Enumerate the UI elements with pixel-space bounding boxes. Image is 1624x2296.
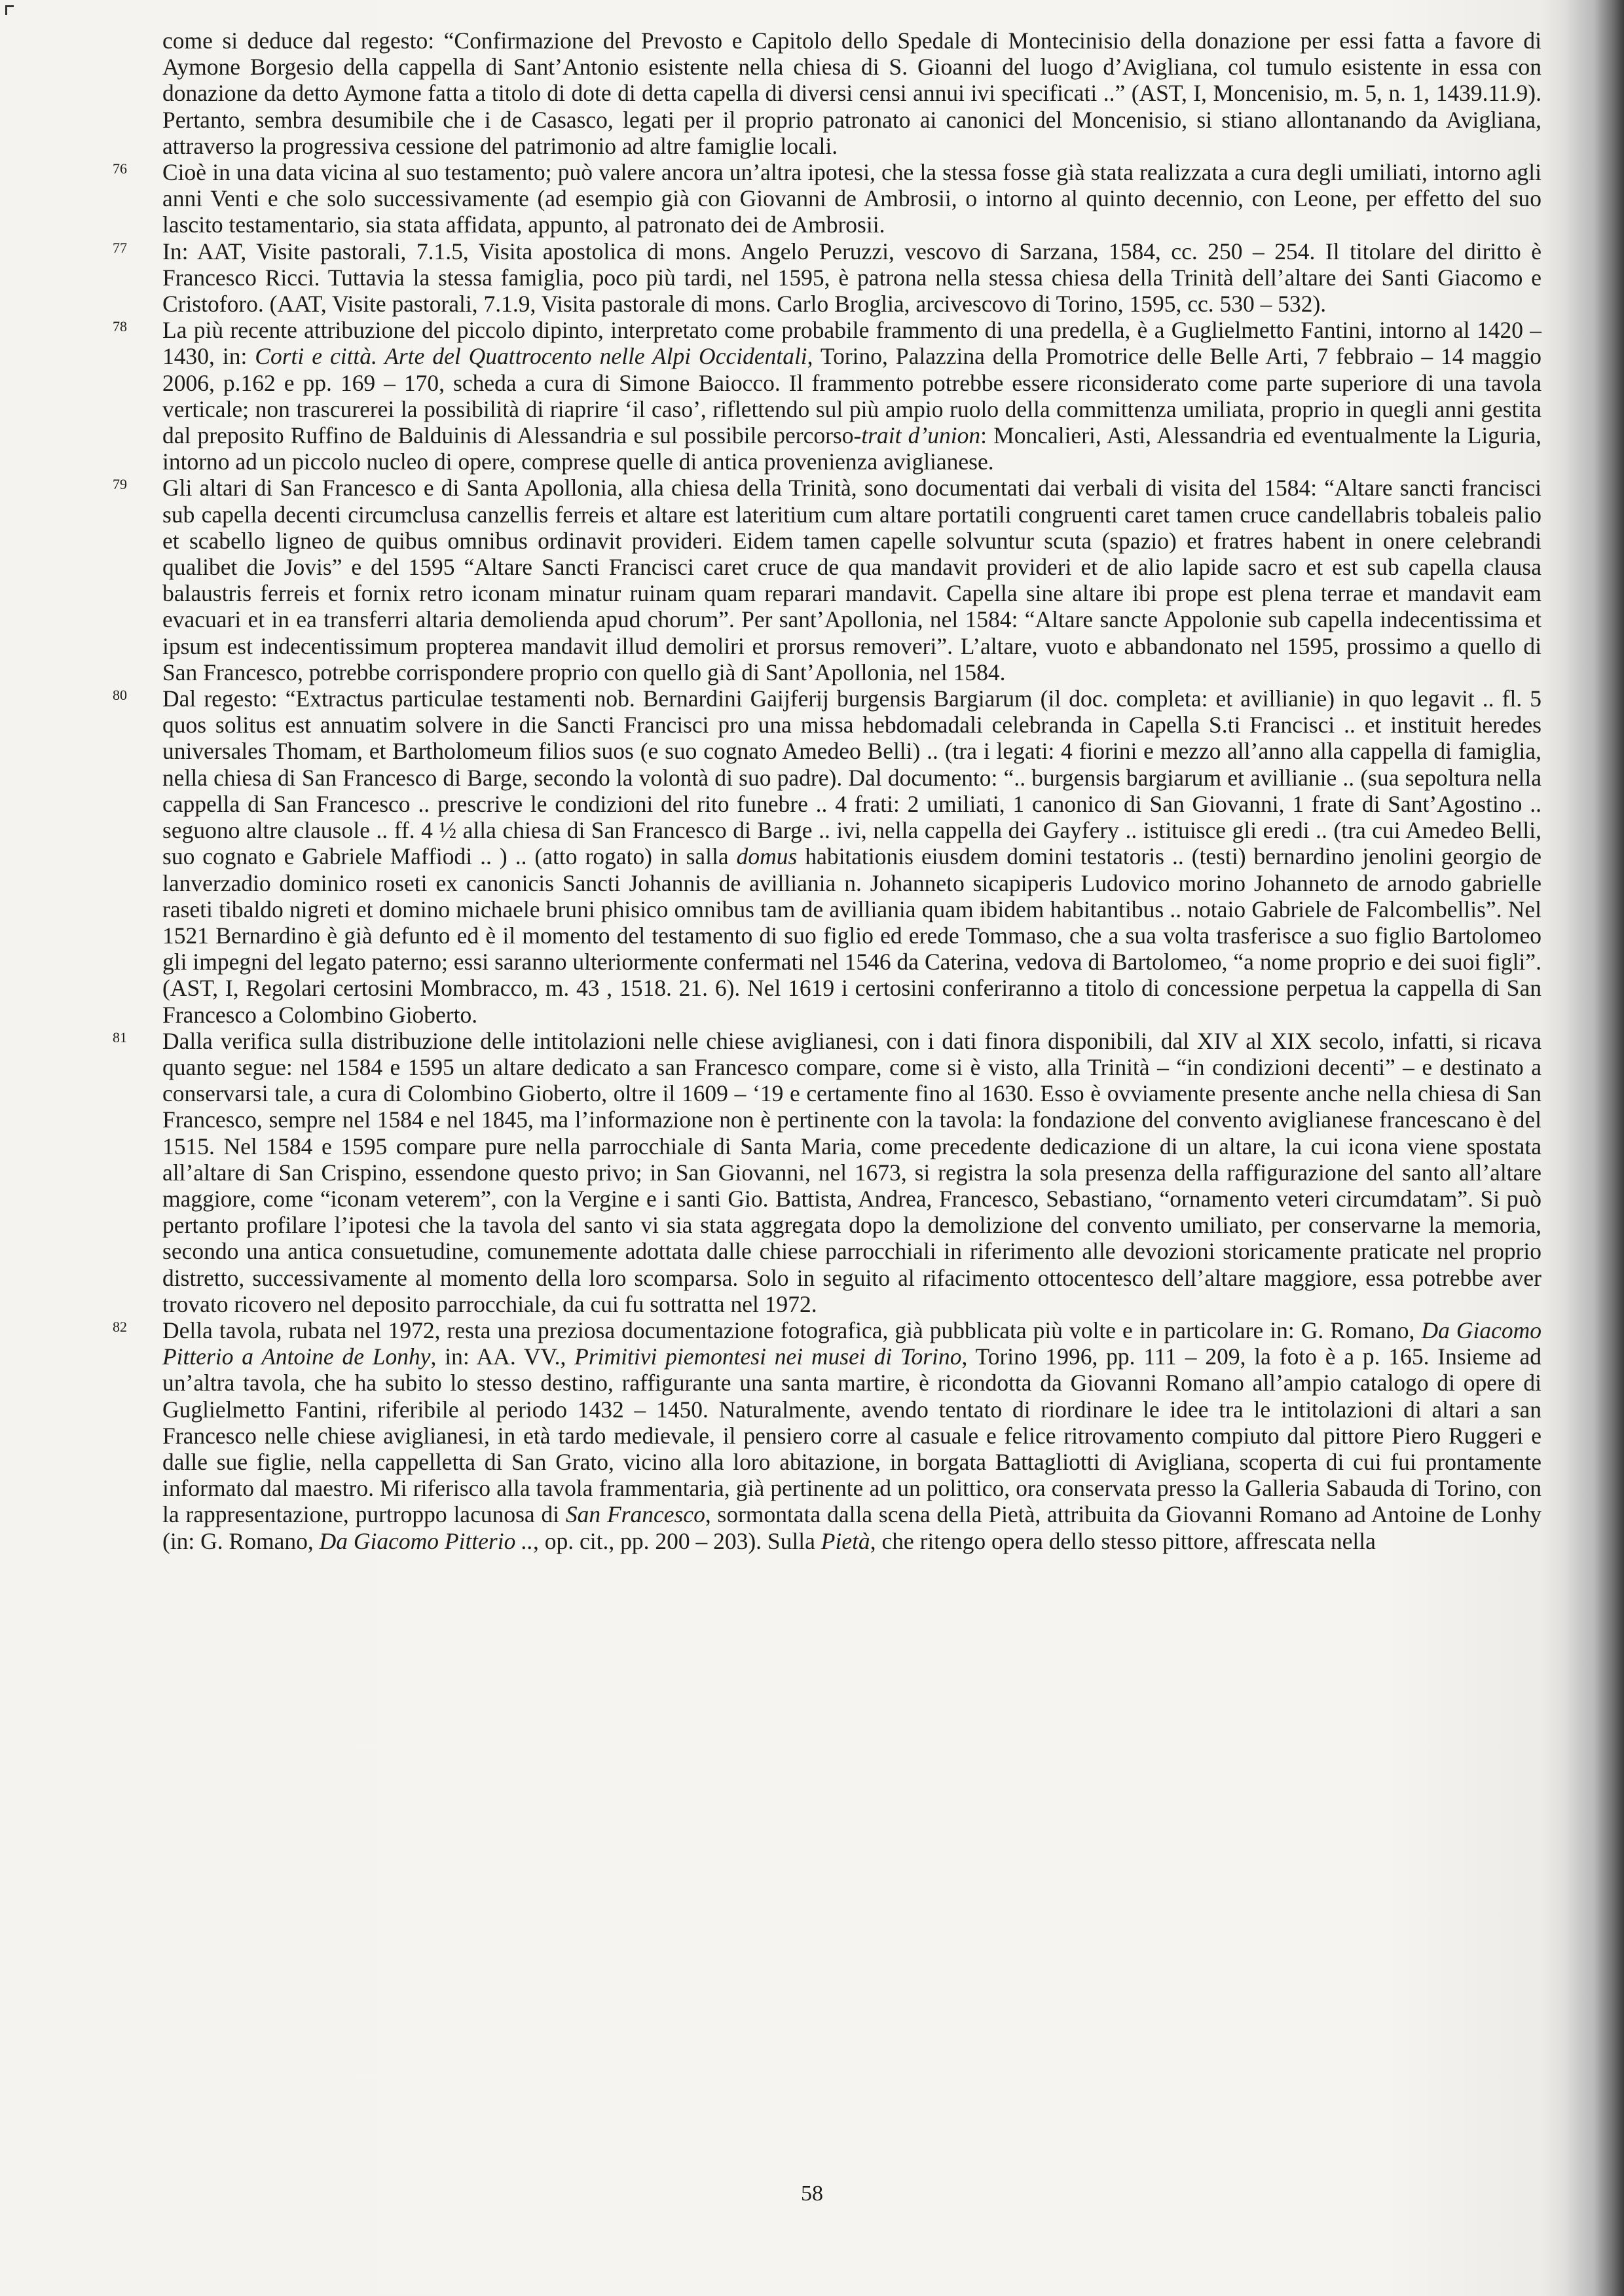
footnote-number: 79	[113, 476, 127, 493]
italic-title: Da Giacomo Pitterio a Antoine de Lonhy	[162, 1317, 1542, 1370]
italic-title: San Francesco	[565, 1501, 705, 1528]
footnote-number: 81	[113, 1029, 127, 1046]
text-run: , Torino 1996, pp. 111 – 209, la foto è a p. 165. Insieme ad un’altra tavola, che ha subito lo stesso destino, raffigurante una santa martire, è ricondotta da Giovanni Romano all’ampio catalogo di opere di Guglielmetto Fantini, riferibile al periodo 1432 – 1450. Naturalmente, avendo tentato di riordinare le idee tra le intitolazioni di altari a san Francesco nelle chiese aviglianesi, in età tardo medievale, il pensiero corre al casuale e felice ritrovamento compiuto dal pittore Piero Ruggeri e dalle sue figlie, nella cappelletta di San Grato, vicino alla loro abitazione, in borgata Battagliotti di Avigliana, scoperta di cui fui prontamente informato dal maestro. Mi riferisco alla tavola frammentaria, già pertinente ad un polittico, ora conservata presso la Galleria Sabauda di Torino, con la rappresentazione, purtroppo lacunosa di	[162, 1343, 1541, 1528]
footnote	[110, 1317, 1541, 1554]
footnote-text	[162, 317, 1541, 475]
italic-title: domus	[736, 843, 798, 870]
binding-edge-shadow	[1565, 0, 1624, 2296]
footnote-text	[162, 159, 1541, 238]
footnote	[110, 317, 1541, 475]
footnotes-block	[110, 27, 1541, 1554]
text-run: Della tavola, rubata nel 1972, resta una preziosa documentazione fotografica, già pubblicata più volte e in particolare in: G. Romano,	[162, 1317, 1422, 1343]
footnote	[110, 685, 1541, 1028]
footnote-text	[162, 1317, 1541, 1554]
footnote-list	[110, 159, 1541, 1554]
text-run: , che ritengo opera dello stesso pittore, affrescata nella	[870, 1527, 1376, 1554]
scan-corner-mark	[5, 5, 14, 15]
footnote	[110, 159, 1541, 238]
footnote-text	[162, 685, 1541, 1028]
text-run: Dal regesto: “Extractus particulae testamenti nob. Bernardini Gaijferij burgensis Bargiarum (il doc. completa: et avillianie) in quo legavit .. fl. 5 quos solitus est annuatim solvere in die Sancti Francisci pro una missa hebdomadali celebranda in Capella S.ti Francisci .. et instituit heredes universales Thomam, et Bartholomeum filios suos (e suo cognato Amedeo Belli) .. (tra i legati: 4 fiorini e mezzo all’anno alla cappella di famiglia, nella chiesa di San Francesco di Barge, secondo la volontà di suo padre). Dal documento: “.. burgensis bargiarum et avillianie .. (sua sepoltura nella cappella di San Francesco .. prescrive le condizioni del rito funebre .. 4 frati: 2 umiliati, 1 canonico di San Giovanni, 1 frate di Sant’Agostino .. seguono altre clausole .. ff. 4 ½ alla chiesa di San Francesco di Barge .. ivi, nella cappella dei Gayfery .. istituisce gli eredi .. (tra cui Amedeo Belli, suo cognato e Gabriele Maffiodi .. ) .. (atto rogato) in salla	[162, 685, 1541, 870]
italic-title: trait d’union	[861, 422, 981, 449]
text-run: Gli altari di San Francesco e di Santa Apollonia, alla chiesa della Trinità, sono documentati dai verbali di visita del 1584: “Altare sancti francisci sub capella decenti circumclusa canzellis ferreis et altare est lateritium cum altare portatili congruenti caret tamen cruce candellabris tobaleis palio et scabello ligneo de quibus omnibus ordinavit provideri. Eidem tamen capelle solvuntur scuta (spazio) et fratres habent in onere celebrandi qualibet die Jovis” e del 1595 “Altare Sancti Francisci caret cruce de qua mandavit provideri et de alio lapide sacro et est sub capella clausa balaustris ferreis et fornix retro iconam minatur ruinam quam reparari mandavit. Capella sine altare ibi prope est plena terrae et mandavit eam evacuari et in ea transferri altaria demolienda apud chorum”. Per sant’Apollonia, nel 1584: “Altare sancte Appolonie sub capella indecentissima et ipsum est indecentissimum propterea mandavit illud demoliri et prorsus removeri”. L’altare, vuoto e abbandonato nel 1595, prossimo a quello di San Francesco, potrebbe corrispondere proprio con quello già di Sant’Apollonia, nel 1584.	[162, 475, 1541, 685]
footnote-number: 78	[113, 318, 127, 335]
continued-footnote	[110, 27, 1541, 159]
text-run: , op. cit., pp. 200 – 203). Sulla	[532, 1527, 821, 1554]
footnote-number: 77	[113, 239, 127, 256]
text-run: , in: AA. VV.,	[430, 1343, 575, 1370]
continued-footnote-text: come si deduce dal regesto: “Confirmazione del Prevosto e Capitolo dello Spedale di Montecinisio della donazione per essi fatta a favore di Aymone Borgesio della cappella di Sant’Antonio esistente nella chiesa di S. Gioanni del luogo d’Avigliana, col tumulo esistente in essa con donazione da detto Aymone fatta a titolo di dote di detta capella di diversi censi annui ivi specificati ..” (AST, I, Moncenisio, m. 5, n. 1, 1439.11.9). Pertanto, sembra desumibile che i de Casasco, legati per il proprio patronato ai canonici del Moncenisio, si stiano allontanando da Avigliana, attraverso la progressiva cessione del patrimonio ad altre famiglie locali.	[162, 27, 1541, 159]
text-run: habitationis eiusdem domini testatoris .. (testi) bernardino jenolini georgio de lanverzadio dominico roseti ex canonicis Sancti Johannis de avilliania n. Johanneto sicapiperis Ludovico morino Johanneto de arnodo gabrielle raseti tibaldo nigreti et domino michaele bruni phisico omnibus tam de avilliania quam ibidem habitantibus .. notaio Gabriele de Falcombellis”. Nel 1521 Bernardino è già defunto ed è il momento del testamento di suo figlio ed erede Tommaso, che a sua volta trasferisce a suo figlio Bartolomeo gli impegni del legato paterno; essi saranno ulteriormente confermati nel 1546 da Caterina, vedova di Bartolomeo, “a nome proprio e dei suoi figli”. (AST, I, Regolari certosini Mombracco, m. 43 , 1518. 21. 6). Nel 1619 i certosini conferiranno a titolo di concessione perpetua la cappella di San Francesco a Colombino Gioberto.	[162, 843, 1542, 1028]
footnote	[110, 1028, 1541, 1317]
footnote-text	[162, 1028, 1541, 1317]
footnote-text	[162, 238, 1541, 318]
text-run: Dalla verifica sulla distribuzione delle intitolazioni nelle chiese aviglianesi, con i dati finora disponibili, dal XIV al XIX secolo, infatti, si ricava quanto segue: nel 1584 e 1595 un altare dedicato a san Francesco compare, come si è visto, alla Trinità – “in condizioni decenti” – e destinato a conservarsi tale, a cura di Colombino Gioberto, oltre il 1609 – ‘19 e certamente fino al 1630. Esso è ovviamente presente anche nella chiesa di San Francesco, sempre nel 1584 e nel 1845, ma l’informazione non è pertinente con la tavola: la fondazione del convento aviglianese francescano è del 1515. Nel 1584 e 1595 compare pure nella parrocchiale di Santa Maria, come precedente dedicazione di un altare, la cui icona viene spostata all’altare di San Crispino, essendone questo privo; in San Giovanni, nel 1673, si registra la sola presenza della raffigurazione del santo all’altare maggiore, come “iconam veterem”, con la Vergine e i santi Gio. Battista, Andrea, Francesco, Sebastiano, “ornamento veteri circumdatam”. Si può pertanto profilare l’ipotesi che la tavola del santo vi sia stata aggregata dopo la demolizione del convento umiliato, per conservarne la memoria, secondo una antica consuetudine, comunemente adottata dalle chiese parrocchiali in riferimento alle devozioni storicamente praticate nel proprio distretto, successivamente al momento della loro scomparsa. Solo in seguito al rifacimento ottocentesco dell’altare maggiore, essa potrebbe aver trovato ricovero nel deposito parrocchiale, da cui fu sottratta nel 1972.	[162, 1027, 1541, 1317]
text-run: In: AAT, Visite pastorali, 7.1.5, Visita apostolica di mons. Angelo Peruzzi, vescovo di Sarzana, 1584, cc. 250 – 254. Il titolare del diritto è Francesco Ricci. Tuttavia la stessa famiglia, poco più tardi, nel 1595, è patrona nella stessa chiesa della Trinità dell’altare dei Santi Giacomo e Cristoforo. (AAT, Visite pastorali, 7.1.9, Visita pastorale di mons. Carlo Broglia, arcivescovo di Torino, 1595, cc. 530 – 532).	[162, 238, 1541, 318]
footnote-text	[162, 475, 1541, 685]
footnote-number: 80	[113, 687, 127, 704]
italic-title: Pietà	[821, 1527, 870, 1554]
page-number: 58	[801, 2181, 823, 2206]
text-run: La più recente attribuzione del piccolo dipinto, interpretato come probabile frammento di una predella, è a Guglielmetto Fantini, intorno al 1420 – 1430, in:	[162, 317, 1541, 370]
italic-title: Corti e città. Arte del Quattrocento nelle Alpi Occidentali	[255, 343, 807, 370]
text-run: , sormontata dalla scena della Pietà, attribuita da Giovanni Romano ad Antoine de Lonhy (in: G. Romano,	[162, 1501, 1541, 1554]
text-run: , Torino, Palazzina della Promotrice delle Belle Arti, 7 febbraio – 14 maggio 2006, p.162 e pp. 169 – 170, scheda a cura di Simone Baiocco. Il frammento potrebbe essere riconsiderato come parte superiore di una tavola verticale; non trascurerei la possibilità di riaprire ‘il caso’, riflettendo sul più ampio ruolo della committenza umiliata, proprio in quegli anni gestita dal preposito Ruffino de Balduinis di Alessandria e sul possibile percorso-	[162, 343, 1541, 449]
italic-title: Da Giacomo Pitterio ..	[319, 1527, 533, 1554]
footnote-number: 82	[113, 1318, 127, 1335]
italic-title: Primitivi piemontesi nei musei di Torino	[574, 1343, 962, 1370]
text-run: : Moncalieri, Asti, Alessandria ed eventualmente la Liguria, intorno ad un piccolo nucleo di opere, comprese quelle di antica provenienza aviglianese.	[162, 422, 1541, 475]
footnote	[110, 238, 1541, 318]
footnote-number: 76	[113, 160, 127, 177]
text-run: Cioè in una data vicina al suo testamento; può valere ancora un’altra ipotesi, che la stessa fosse già stata realizzata a cura degli umiliati, intorno agli anni Venti e che solo successivamente (ad esempio già con Giovanni de Ambrosii, o intorno al quinto decennio, con Leone, per effetto del suo lascito testamentario, sia stata affidata, appunto, al patronato dei de Ambrosii.	[162, 159, 1541, 238]
footnote	[110, 475, 1541, 685]
